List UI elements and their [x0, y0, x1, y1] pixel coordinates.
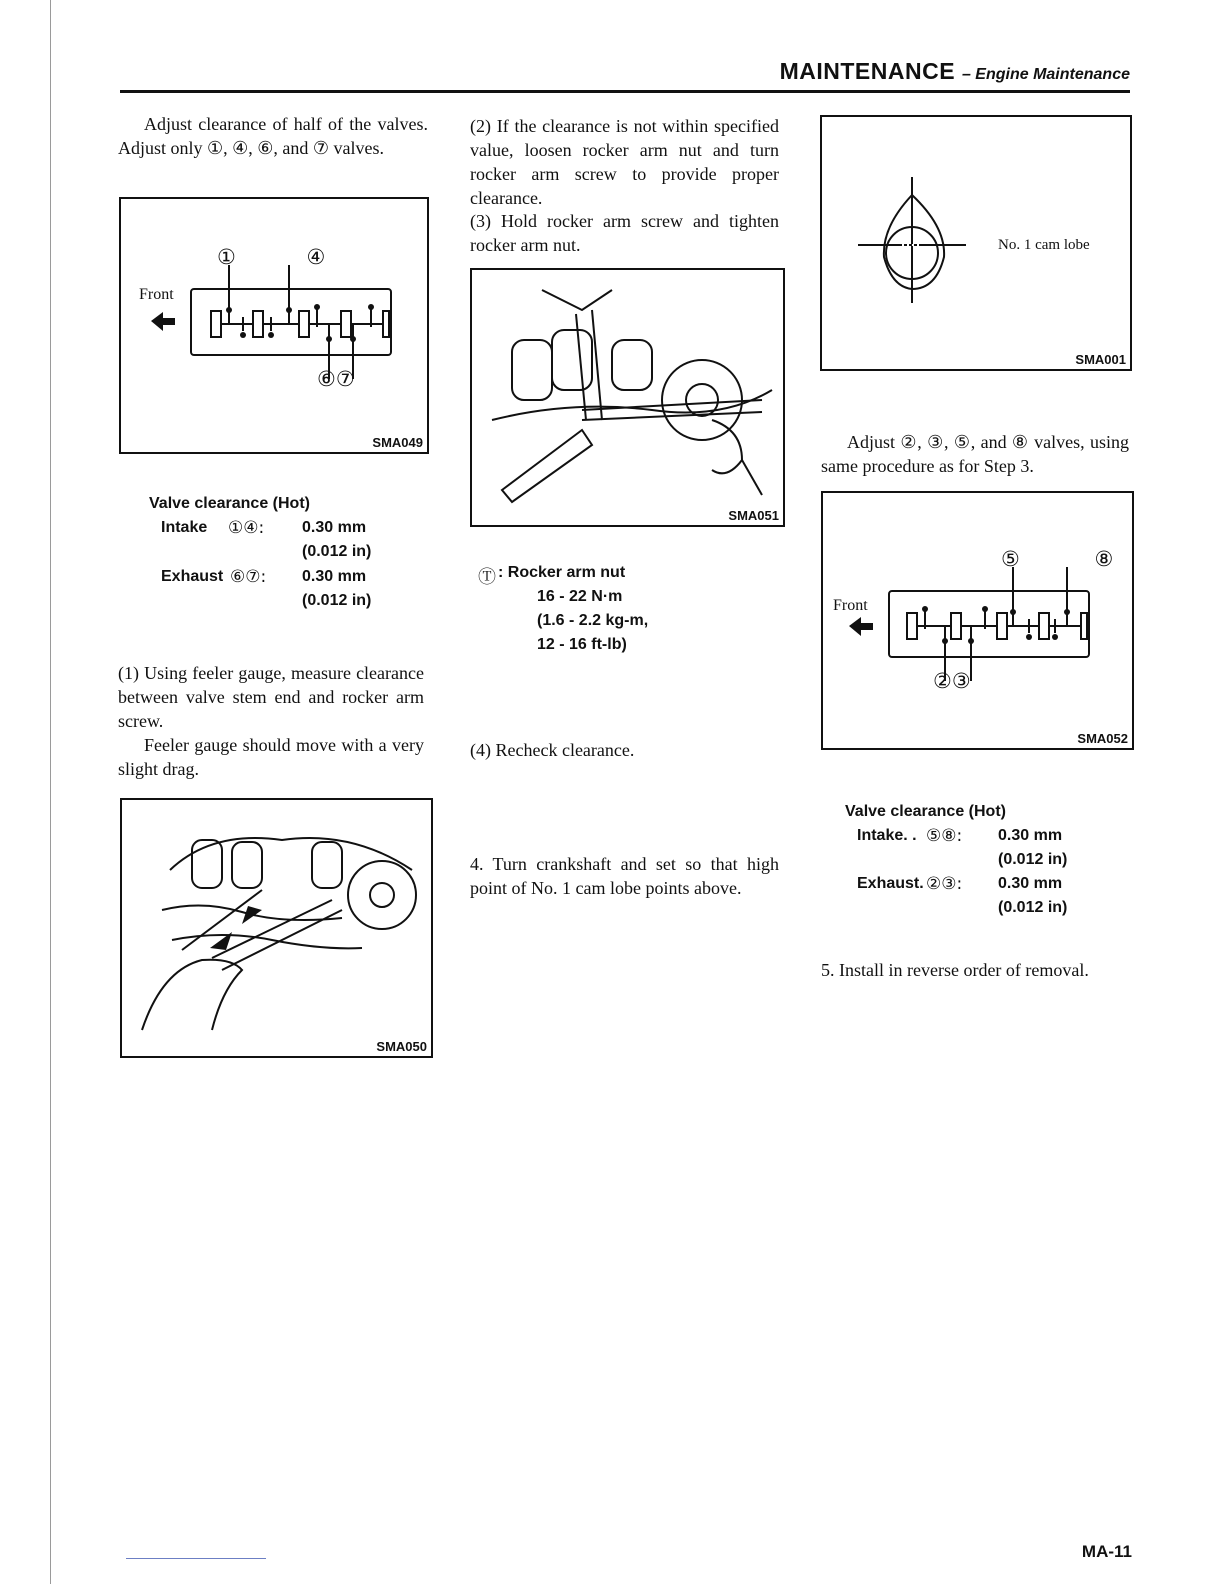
- feeler-gauge-illustration: [122, 800, 431, 1056]
- binder-margin-line: [50, 0, 51, 1584]
- torque-symbol: Ⓣ: [478, 567, 496, 588]
- intake-valve-numbers: ⑤ ⑧: [1001, 547, 1148, 571]
- figure-sma050: [120, 798, 433, 1058]
- cam-lobe-label: No. 1 cam lobe: [998, 237, 1090, 253]
- intake-value: 0.30 mm: [302, 519, 367, 536]
- exhaust-label: Exhaust.: [857, 875, 924, 892]
- spec-title: Valve clearance (Hot): [845, 803, 1006, 820]
- figure-sma051: [470, 268, 785, 527]
- torque-label: : Rocker arm nut: [498, 564, 626, 581]
- intro-paragraph: Adjust clearance of half of the valves. Adjust only ①, ④, ⑥, and ⑦ valves.: [118, 114, 428, 158]
- torque-kgm: (1.6 - 2.2 kg-m,: [537, 612, 649, 629]
- figure-label: SMA050: [376, 1039, 427, 1054]
- torque-nm: 16 - 22 N·m: [537, 588, 623, 605]
- exhaust-inch: (0.012 in): [302, 592, 372, 609]
- figure-label: SMA049: [372, 435, 423, 450]
- figure-label: SMA052: [1077, 731, 1128, 746]
- intake-inch: (0.012 in): [302, 543, 372, 560]
- step-1-paragraph: (1) Using feeler gauge, measure clearance between valve stem end and rocker arm screw.: [118, 663, 424, 731]
- page-number: MA-11: [1081, 1542, 1132, 1561]
- main-step-5-paragraph: 5. Install in reverse order of removal.: [821, 960, 1089, 980]
- exhaust-marks: ②③:: [926, 874, 963, 894]
- figure-label: SMA051: [728, 508, 779, 523]
- intake-label: Intake: [161, 519, 208, 536]
- intake-marks: ①④:: [228, 518, 265, 538]
- figure-sma052: [821, 491, 1148, 750]
- exhaust-value: 0.30 mm: [302, 568, 367, 585]
- exhaust-label: Exhaust: [161, 568, 224, 585]
- spec-title: Valve clearance (Hot): [149, 495, 310, 512]
- step-2-paragraph: (2) If the clearance is not within specified value, loosen rocker arm nut and turn rocker arm screw to provide proper clearance.: [470, 116, 779, 208]
- step-3-paragraph: (3) Hold rocker arm screw and tighten rocker arm nut.: [470, 211, 779, 255]
- step-1-note: Feeler gauge should move with a very slight drag.: [118, 735, 424, 779]
- intake-label: Intake. .: [857, 827, 917, 844]
- exhaust-inch: (0.012 in): [998, 899, 1068, 916]
- exhaust-valve-numbers: ②③: [933, 669, 971, 693]
- camshaft-diagram-exhaust: [823, 493, 1132, 748]
- figure-label: SMA001: [1075, 352, 1126, 367]
- intake-valve-numbers: ① ④: [217, 245, 358, 269]
- main-step-4-paragraph: 4. Turn crankshaft and set so that high point of No. 1 cam lobe points above.: [470, 854, 779, 898]
- header-subtitle: – Engine Maintenance: [961, 66, 1130, 83]
- page-header: [780, 58, 1130, 85]
- figure-sma001: [820, 115, 1132, 371]
- figure-sma049: [119, 197, 429, 454]
- exhaust-valve-numbers: ⑥⑦: [317, 367, 355, 391]
- torque-ftlb: 12 - 16 ft-lb): [537, 636, 627, 653]
- rocker-arm-adjust-illustration: [472, 270, 783, 525]
- front-label: Front: [139, 286, 174, 303]
- step-4-paragraph: (4) Recheck clearance.: [470, 740, 635, 760]
- intake-inch: (0.012 in): [998, 851, 1068, 868]
- footer-link-line: [126, 1558, 266, 1559]
- front-label: Front: [833, 597, 868, 614]
- exhaust-marks: ⑥⑦:: [230, 567, 267, 587]
- camshaft-diagram-intake: [121, 199, 427, 452]
- intake-value: 0.30 mm: [998, 827, 1063, 844]
- adjust-remaining-paragraph: Adjust ②, ③, ⑤, and ⑧ valves, using same procedure as for Step 3.: [821, 432, 1129, 476]
- exhaust-value: 0.30 mm: [998, 875, 1063, 892]
- intake-marks: ⑤⑧:: [926, 826, 963, 846]
- header-title: MAINTENANCE: [779, 58, 956, 84]
- header-rule: [120, 90, 1130, 93]
